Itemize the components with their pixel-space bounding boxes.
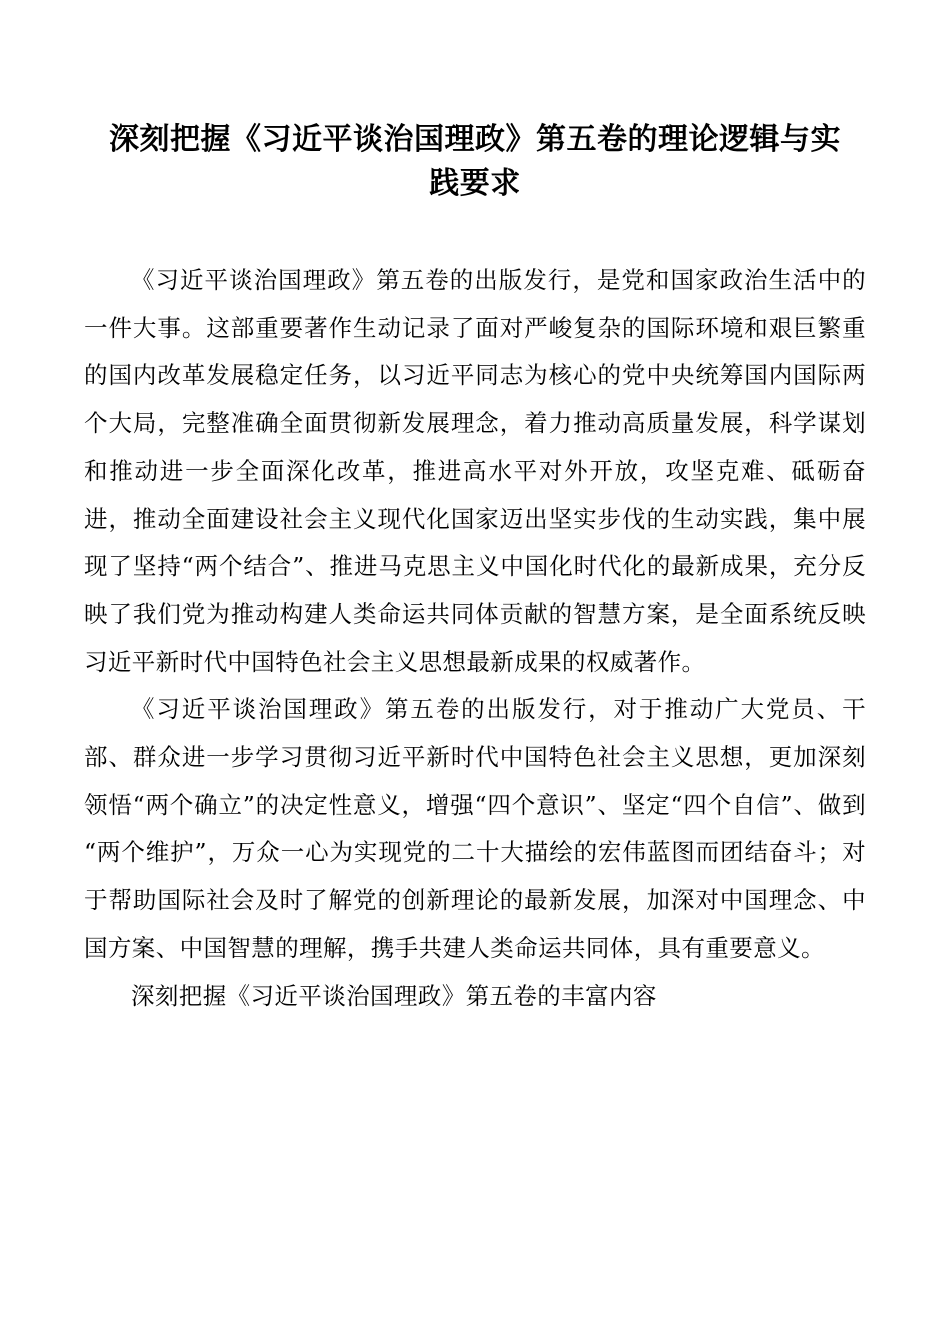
page-title: 深刻把握《习近平谈治国理政》第五卷的理论逻辑与实践要求 [109, 122, 841, 201]
paragraph-3: 深刻把握《习近平谈治国理政》第五卷的丰富内容 [131, 981, 657, 1010]
paragraph-1: 《习近平谈治国理政》第五卷的出版发行，是党和国家政治生活中的一件大事。这部重要著作生动记录了面对严峻复杂的国际环境和艰巨繁重的国内改革发展稳定任务，以习近平同志为核心的党中央统筹国内国际两个大局，完整准确全面贯彻新发展理念，着力推动高质量发展，科学谋划和推动进一步全面深化改革，推进高水平对外开放，攻坚克难、砥砺奋进，推动全面建设社会主义现代化国家迈出坚实步伐的生动实践，集中展现了坚持“两个结合”、推进马克思主义中国化时代化的最新成果，充分反映了我们党为推动构建人类命运共同体贡献的智慧方案，是全面系统反映习近平新时代中国特色社会主义思想最新成果的权威著作。 [84, 266, 866, 676]
paragraph-2: 《习近平谈治国理政》第五卷的出版发行，对于推动广大党员、干部、群众进一步学习贯彻习近平新时代中国特色社会主义思想，更加深刻领悟“两个确立”的决定性意义，增强“四个意识”、坚定“四个自信”、做到“两个维护”，万众一心为实现党的二十大描绘的宏伟蓝图而团结奋斗；对于帮助国际社会及时了解党的创新理论的最新发展，加深对中国理念、中国方案、中国智慧的理解，携手共建人类命运共同体，具有重要意义。 [84, 695, 866, 962]
